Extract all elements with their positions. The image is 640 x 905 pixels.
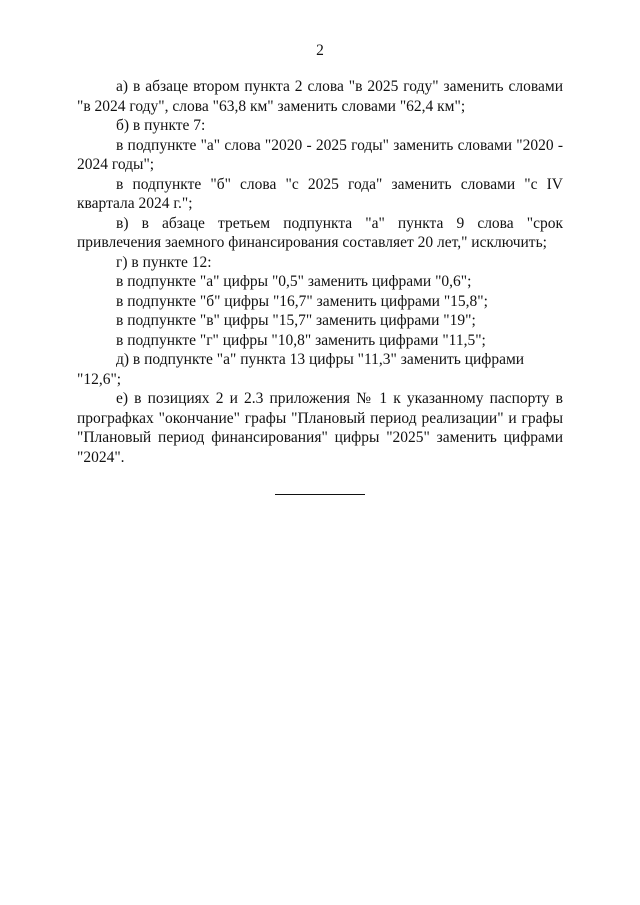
paragraph-g-sub-v: в подпункте "в" цифры "15,7" заменить цифрами "19"; <box>116 312 476 329</box>
paragraph-v: в) в абзаце третьем подпункта "а" пункта 9 слова "срок привлечения заемного финансирования составляет 20 лет," исключить; <box>77 214 563 251</box>
page-number: 2 <box>316 42 324 59</box>
paragraph-g-sub-g: в подпункте "г" цифры "10,8" заменить цифрами "11,5"; <box>116 331 486 349</box>
paragraph-b-sub-b: в подпункте "б" слова "с 2025 года" заменить словами "с IV квартала 2024 г."; <box>77 175 563 212</box>
paragraph-d: д) в подпункте "а" пункта 13 цифры "11,3" заменить цифрами "12,6"; <box>77 351 525 388</box>
paragraph-g-sub-b: в подпункте "б" цифры "16,7" заменить цифрами "15,8"; <box>116 292 488 310</box>
paragraph-a: а) в абзаце втором пункта 2 слова "в 2025 году" заменить словами "в 2024 году", слова "63,8 км" заменить словами "62,4 км"; <box>77 78 563 115</box>
paragraph-g-sub-a: в подпункте "а" цифры "0,5" заменить цифрами "0,6"; <box>116 273 472 290</box>
document-body <box>77 77 563 467</box>
paragraph-b-sub-a: в подпункте "а" слова "2020 - 2025 годы" заменить словами "2020 - 2024 годы"; <box>77 136 563 173</box>
paragraph-b: б) в пункте 7: <box>116 117 206 134</box>
paragraph-e: е) в позициях 2 и 2.3 приложения № 1 к указанному паспорту в прографках "окончание" графы "Плановый период реализации" и графы "Плановый период финансирования" цифры "2025" заменить цифрами "2024". <box>77 390 563 466</box>
paragraph-g: г) в пункте 12: <box>116 253 212 271</box>
end-divider-line <box>275 494 365 495</box>
